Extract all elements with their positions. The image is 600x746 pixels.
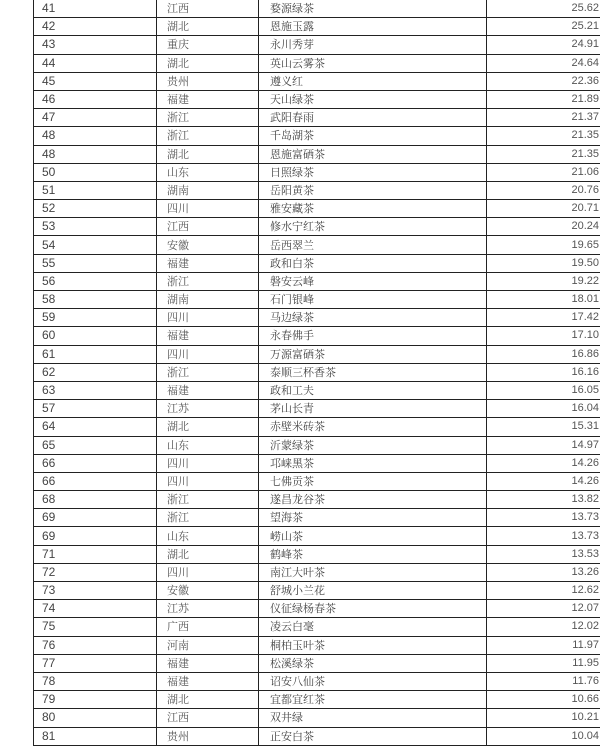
- province-cell: 湖北: [157, 145, 259, 163]
- table-row: [34, 418, 600, 436]
- province-cell: 贵州: [157, 72, 259, 90]
- province-cell: 河南: [157, 636, 259, 654]
- table-row: [34, 54, 600, 72]
- province-cell: 浙江: [157, 127, 259, 145]
- table-row: [34, 563, 600, 581]
- value-cell: 21.89: [487, 90, 600, 108]
- value-cell: 17.10: [487, 327, 600, 345]
- brand-cell: 邛崃黑茶: [259, 454, 487, 472]
- brand-cell: 修水宁红茶: [259, 218, 487, 236]
- value-cell: 21.35: [487, 145, 600, 163]
- value-cell: 16.05: [487, 381, 600, 399]
- rank-cell: 69: [34, 527, 157, 545]
- table-row: [34, 18, 600, 36]
- province-cell: 湖南: [157, 181, 259, 199]
- table-row: [34, 400, 600, 418]
- province-cell: 江苏: [157, 600, 259, 618]
- value-cell: 11.76: [487, 672, 600, 690]
- table-row: [34, 127, 600, 145]
- table-row: [34, 654, 600, 672]
- brand-cell: 凌云白毫: [259, 618, 487, 636]
- rank-cell: 53: [34, 218, 157, 236]
- brand-cell: 仪征绿杨春茶: [259, 600, 487, 618]
- brand-cell: 英山云雾茶: [259, 54, 487, 72]
- brand-cell: 马边绿茶: [259, 309, 487, 327]
- rank-cell: 48: [34, 145, 157, 163]
- table-row: [34, 200, 600, 218]
- province-cell: 四川: [157, 309, 259, 327]
- brand-cell: 武阳春雨: [259, 109, 487, 127]
- province-cell: 浙江: [157, 509, 259, 527]
- value-cell: 15.31: [487, 418, 600, 436]
- table-row: [34, 381, 600, 399]
- province-cell: 四川: [157, 563, 259, 581]
- province-cell: 四川: [157, 200, 259, 218]
- rank-cell: 77: [34, 654, 157, 672]
- rank-cell: 55: [34, 254, 157, 272]
- province-cell: 安徽: [157, 582, 259, 600]
- rank-cell: 47: [34, 109, 157, 127]
- table-row: [34, 545, 600, 563]
- value-cell: 13.82: [487, 491, 600, 509]
- province-cell: 江苏: [157, 400, 259, 418]
- rank-cell: 80: [34, 709, 157, 727]
- value-cell: 21.06: [487, 163, 600, 181]
- rank-cell: 69: [34, 509, 157, 527]
- province-cell: 广西: [157, 618, 259, 636]
- province-cell: 江西: [157, 0, 259, 18]
- brand-cell: 宜都宜红茶: [259, 691, 487, 709]
- rank-cell: 81: [34, 727, 157, 745]
- table-row: [34, 582, 600, 600]
- brand-cell: 诏安八仙茶: [259, 672, 487, 690]
- value-cell: 20.76: [487, 181, 600, 199]
- table-row: [34, 636, 600, 654]
- value-cell: 24.91: [487, 36, 600, 54]
- province-cell: 江西: [157, 218, 259, 236]
- value-cell: 19.22: [487, 272, 600, 290]
- province-cell: 福建: [157, 672, 259, 690]
- brand-cell: 千岛湖茶: [259, 127, 487, 145]
- province-cell: 湖北: [157, 18, 259, 36]
- rank-cell: 64: [34, 418, 157, 436]
- brand-cell: 崂山茶: [259, 527, 487, 545]
- value-cell: 20.24: [487, 218, 600, 236]
- province-cell: 福建: [157, 254, 259, 272]
- province-cell: 福建: [157, 327, 259, 345]
- province-cell: 福建: [157, 90, 259, 108]
- brand-cell: 日照绿茶: [259, 163, 487, 181]
- rank-cell: 61: [34, 345, 157, 363]
- brand-cell: 磐安云峰: [259, 272, 487, 290]
- table-row: [34, 145, 600, 163]
- province-cell: 湖北: [157, 691, 259, 709]
- value-cell: 10.66: [487, 691, 600, 709]
- brand-cell: 正安白茶: [259, 727, 487, 745]
- value-cell: 13.53: [487, 545, 600, 563]
- province-cell: 浙江: [157, 363, 259, 381]
- rank-cell: 73: [34, 582, 157, 600]
- value-cell: 17.42: [487, 309, 600, 327]
- province-cell: 山东: [157, 163, 259, 181]
- province-cell: 浙江: [157, 272, 259, 290]
- brand-cell: 南江大叶茶: [259, 563, 487, 581]
- table-row: [34, 272, 600, 290]
- table-row: [34, 0, 600, 18]
- province-cell: 福建: [157, 654, 259, 672]
- value-cell: 14.26: [487, 454, 600, 472]
- value-cell: 21.37: [487, 109, 600, 127]
- province-cell: 湖北: [157, 418, 259, 436]
- rank-cell: 45: [34, 72, 157, 90]
- value-cell: 13.26: [487, 563, 600, 581]
- value-cell: 20.71: [487, 200, 600, 218]
- rank-cell: 78: [34, 672, 157, 690]
- province-cell: 安徽: [157, 236, 259, 254]
- province-cell: 浙江: [157, 109, 259, 127]
- rank-cell: 58: [34, 291, 157, 309]
- rank-cell: 51: [34, 181, 157, 199]
- tea-brand-ranking-table: [33, 0, 600, 746]
- province-cell: 四川: [157, 472, 259, 490]
- value-cell: 16.86: [487, 345, 600, 363]
- rank-cell: 62: [34, 363, 157, 381]
- table-row: [34, 36, 600, 54]
- brand-cell: 婺源绿茶: [259, 0, 487, 18]
- brand-cell: 双井绿: [259, 709, 487, 727]
- value-cell: 25.21: [487, 18, 600, 36]
- rank-cell: 43: [34, 36, 157, 54]
- table-row: [34, 691, 600, 709]
- table-row: [34, 218, 600, 236]
- brand-cell: 政和工夫: [259, 381, 487, 399]
- value-cell: 10.04: [487, 727, 600, 745]
- table-row: [34, 291, 600, 309]
- rank-cell: 74: [34, 600, 157, 618]
- table-row: [34, 454, 600, 472]
- table-row: [34, 618, 600, 636]
- value-cell: 21.35: [487, 127, 600, 145]
- value-cell: 18.01: [487, 291, 600, 309]
- table-row: [34, 109, 600, 127]
- province-cell: 四川: [157, 345, 259, 363]
- table-row: [34, 672, 600, 690]
- table-row: [34, 309, 600, 327]
- table-row: [34, 600, 600, 618]
- value-cell: 11.95: [487, 654, 600, 672]
- value-cell: 10.21: [487, 709, 600, 727]
- value-cell: 19.65: [487, 236, 600, 254]
- province-cell: 湖北: [157, 54, 259, 72]
- brand-cell: 桐柏玉叶茶: [259, 636, 487, 654]
- rank-cell: 65: [34, 436, 157, 454]
- brand-cell: 恩施富硒茶: [259, 145, 487, 163]
- value-cell: 13.73: [487, 527, 600, 545]
- brand-cell: 永春佛手: [259, 327, 487, 345]
- brand-cell: 望海茶: [259, 509, 487, 527]
- value-cell: 16.04: [487, 400, 600, 418]
- rank-cell: 79: [34, 691, 157, 709]
- value-cell: 14.26: [487, 472, 600, 490]
- brand-cell: 天山绿茶: [259, 90, 487, 108]
- value-cell: 11.97: [487, 636, 600, 654]
- rank-cell: 48: [34, 127, 157, 145]
- province-cell: 浙江: [157, 491, 259, 509]
- table-row: [34, 181, 600, 199]
- brand-cell: 赤壁米砖茶: [259, 418, 487, 436]
- rank-cell: 52: [34, 200, 157, 218]
- rank-cell: 71: [34, 545, 157, 563]
- province-cell: 山东: [157, 436, 259, 454]
- brand-cell: 遂昌龙谷茶: [259, 491, 487, 509]
- value-cell: 16.16: [487, 363, 600, 381]
- brand-cell: 岳阳黄茶: [259, 181, 487, 199]
- table-row: [34, 436, 600, 454]
- table-row: [34, 254, 600, 272]
- brand-cell: 政和白茶: [259, 254, 487, 272]
- rank-cell: 75: [34, 618, 157, 636]
- province-cell: 贵州: [157, 727, 259, 745]
- province-cell: 四川: [157, 454, 259, 472]
- brand-cell: 永川秀芽: [259, 36, 487, 54]
- table-row: [34, 163, 600, 181]
- province-cell: 山东: [157, 527, 259, 545]
- rank-cell: 66: [34, 454, 157, 472]
- table-row: [34, 327, 600, 345]
- table-row: [34, 527, 600, 545]
- brand-cell: 恩施玉露: [259, 18, 487, 36]
- table-row: [34, 472, 600, 490]
- brand-cell: 鹤峰茶: [259, 545, 487, 563]
- value-cell: 19.50: [487, 254, 600, 272]
- province-cell: 重庆: [157, 36, 259, 54]
- value-cell: 12.62: [487, 582, 600, 600]
- province-cell: 湖南: [157, 291, 259, 309]
- brand-cell: 万源富硒茶: [259, 345, 487, 363]
- value-cell: 13.73: [487, 509, 600, 527]
- value-cell: 12.02: [487, 618, 600, 636]
- table-row: [34, 363, 600, 381]
- table-row: [34, 491, 600, 509]
- province-cell: 湖北: [157, 545, 259, 563]
- rank-cell: 50: [34, 163, 157, 181]
- value-cell: 24.64: [487, 54, 600, 72]
- rank-cell: 42: [34, 18, 157, 36]
- brand-cell: 遵义红: [259, 72, 487, 90]
- rank-cell: 59: [34, 309, 157, 327]
- table-row: [34, 236, 600, 254]
- rank-cell: 76: [34, 636, 157, 654]
- brand-cell: 石门银峰: [259, 291, 487, 309]
- table-row: [34, 727, 600, 745]
- brand-cell: 七佛贡茶: [259, 472, 487, 490]
- rank-cell: 57: [34, 400, 157, 418]
- rank-cell: 54: [34, 236, 157, 254]
- value-cell: 12.07: [487, 600, 600, 618]
- brand-cell: 沂蒙绿茶: [259, 436, 487, 454]
- rank-cell: 56: [34, 272, 157, 290]
- rank-cell: 72: [34, 563, 157, 581]
- rank-cell: 66: [34, 472, 157, 490]
- rank-cell: 44: [34, 54, 157, 72]
- brand-cell: 舒城小兰花: [259, 582, 487, 600]
- table-row: [34, 72, 600, 90]
- brand-cell: 松溪绿茶: [259, 654, 487, 672]
- table-row: [34, 345, 600, 363]
- value-cell: 25.62: [487, 0, 600, 18]
- province-cell: 江西: [157, 709, 259, 727]
- rank-cell: 68: [34, 491, 157, 509]
- brand-cell: 泰顺三杯香茶: [259, 363, 487, 381]
- rank-cell: 60: [34, 327, 157, 345]
- brand-cell: 岳西翠兰: [259, 236, 487, 254]
- value-cell: 22.36: [487, 72, 600, 90]
- value-cell: 14.97: [487, 436, 600, 454]
- table-row: [34, 90, 600, 108]
- brand-cell: 雅安藏茶: [259, 200, 487, 218]
- rank-cell: 63: [34, 381, 157, 399]
- rank-cell: 41: [34, 0, 157, 18]
- table-row: [34, 509, 600, 527]
- rank-cell: 46: [34, 90, 157, 108]
- brand-cell: 茅山长青: [259, 400, 487, 418]
- table-row: [34, 709, 600, 727]
- province-cell: 福建: [157, 381, 259, 399]
